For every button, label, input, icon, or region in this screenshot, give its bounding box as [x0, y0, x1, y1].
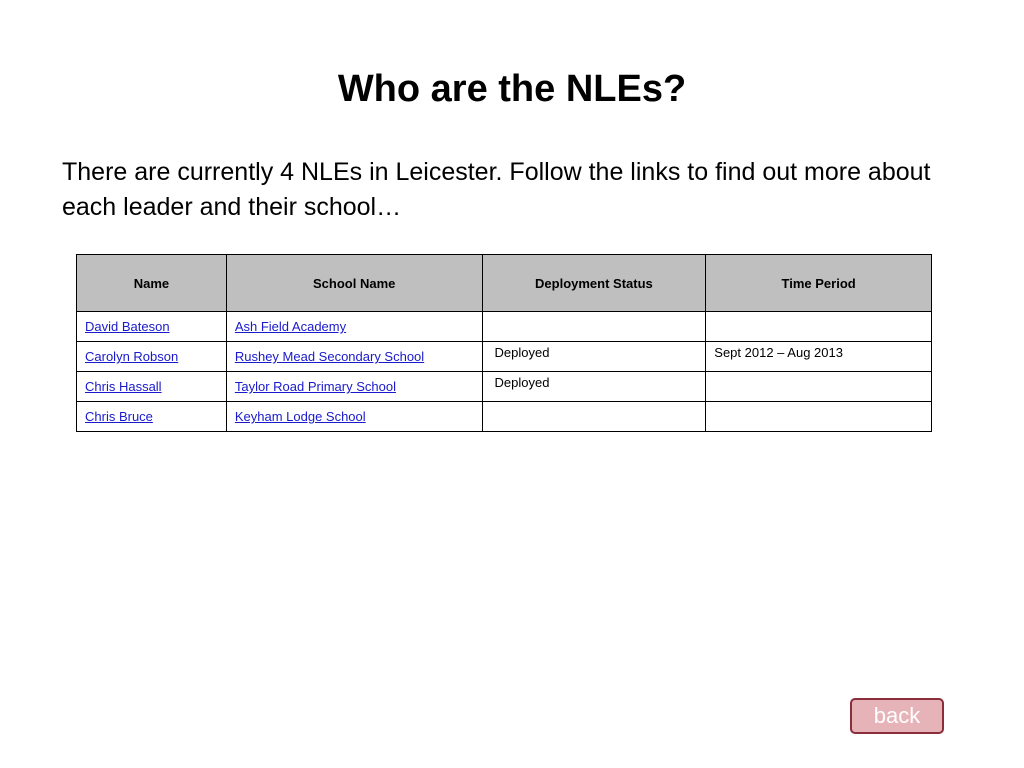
- table-row: [77, 372, 932, 402]
- school-cell: [226, 372, 482, 402]
- intro-text: There are currently 4 NLEs in Leicester. Follow the links to find out more about each leader and their school…: [62, 158, 931, 221]
- school-link-rushey-mead[interactable]: Rushey Mead Secondary School: [234, 349, 425, 364]
- leader-link-chris-bruce[interactable]: Chris Bruce: [85, 409, 153, 424]
- name-cell: [77, 312, 227, 342]
- table-row: [77, 312, 932, 342]
- header-school-name: School Name: [226, 255, 482, 312]
- school-cell: [226, 342, 482, 372]
- period-cell: [706, 372, 932, 402]
- period-cell: Sept 2012 – Aug 2013: [706, 342, 932, 372]
- status-cell: [482, 312, 706, 342]
- status-cell: Deployed: [482, 372, 706, 402]
- leader-link-carolyn-robson[interactable]: Carolyn Robson: [85, 349, 179, 364]
- leader-link-david-bateson[interactable]: David Bateson: [85, 319, 170, 334]
- school-link-keyham-lodge[interactable]: Keyham Lodge School: [234, 409, 366, 424]
- nle-table: [76, 254, 932, 432]
- name-cell: [77, 402, 227, 432]
- period-cell: [706, 402, 932, 432]
- school-link-ash-field-academy[interactable]: Ash Field Academy: [234, 319, 347, 334]
- school-cell: [226, 402, 482, 432]
- status-cell: [482, 402, 706, 432]
- period-cell: [706, 312, 932, 342]
- status-cell: Deployed: [482, 342, 706, 372]
- name-cell: [77, 342, 227, 372]
- table-row: [77, 342, 932, 372]
- table-row: [77, 402, 932, 432]
- header-name: Name: [77, 255, 227, 312]
- school-link-taylor-road[interactable]: Taylor Road Primary School: [234, 379, 396, 394]
- header-time-period: Time Period: [706, 255, 932, 312]
- back-button[interactable]: back: [850, 698, 944, 734]
- table-header-row: [77, 255, 932, 312]
- name-cell: [77, 372, 227, 402]
- leader-link-chris-hassall[interactable]: Chris Hassall: [85, 379, 162, 394]
- page-title: Who are the NLEs?: [337, 68, 687, 110]
- school-cell: [226, 312, 482, 342]
- header-deployment-status: Deployment Status: [482, 255, 706, 312]
